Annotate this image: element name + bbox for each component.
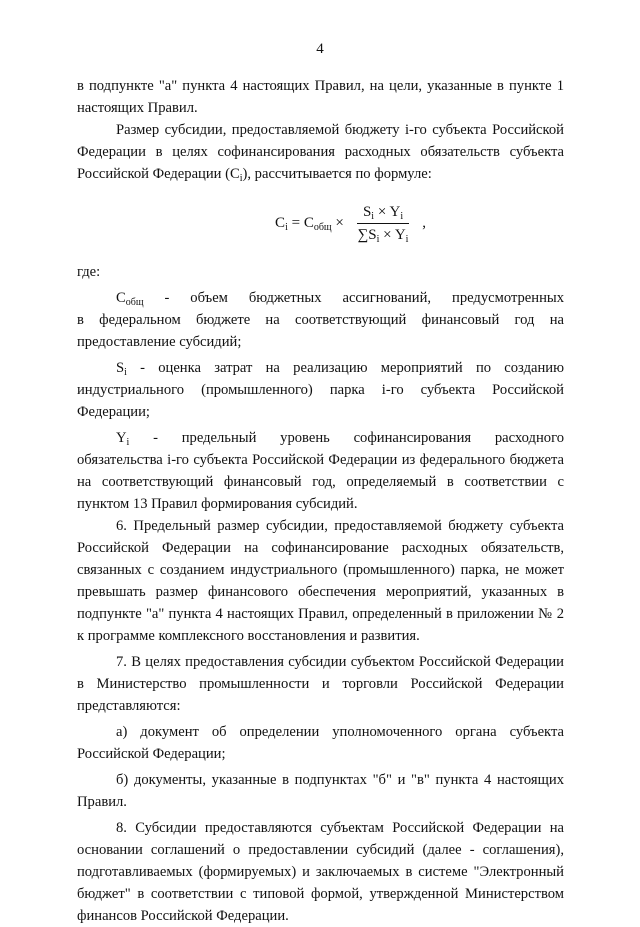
paragraph-6: 6. Предельный размер субсидии, предоставляемой бюджету субъекта Российской Федерации на софинансирование расходных обязательств, связанных с созданием индустриального (промышленного) парка, не может превышать размер финансового обеспечения мероприятий, указанных в подпункте "а" пункта 4 настоящих Правил, определенный в приложении № 2 к программе комплексного восстановления и развития.: [77, 518, 564, 644]
paragraph-7: 7. В целях предоставления субсидии субъектом Российской Федерации в Министерство промышленности и торговли Российской Федерации представляются:: [77, 654, 564, 714]
term-y-i: $Y_i$ - предельный уровень софинансирования расходного обязательства i-го субъекта Российской Федерации из федерального бюджета на соответствующий финансовый год, определяемый в соответствии с пунктом 13 Правил формирования субсидий.: [77, 430, 564, 512]
page-number: 4: [316, 41, 324, 57]
formula-coef: $C_{общ}$: [303, 215, 332, 233]
formula-lhs: $C_i$: [275, 215, 288, 233]
term-s-i: $S_i$ - оценка затрат на реализацию мероприятий по созданию индустриального (промышленного) парка i-го субъекта Российской Федерации;: [77, 360, 564, 420]
paragraph-8: 8. Субсидии предоставляются субъектам Российской Федерации на основании соглашений о предоставлении субсидий (далее - соглашения), подготавливаемых (формируемых) и заключаемых в системе "Электронный бюджет" в соответствии с типовой формой, утвержденной Министерством финансов Российской Федерации.: [77, 820, 564, 924]
paragraph-continuation: в подпункте "а" пункта 4 настоящих Правил, на цели, указанные в пункте 1 настоящих Правил.: [77, 78, 564, 116]
variable-ci: $C_i$: [230, 166, 243, 184]
paragraph-7b: б) документы, указанные в подпунктах "б" и "в" пункта 4 настоящих Правил.: [77, 772, 564, 810]
formula-fraction: [352, 203, 415, 244]
formula-denominator: $\sum S_i \times Y_i$: [357, 226, 409, 245]
formula: $C_i$ = $C_{общ}$ × $\frac{S_i \times Y_i}{\sum S_i \times Y_i}$ ,: [275, 203, 426, 245]
paragraph-7a: а) документ об определении уполномоченного органа субъекта Российской Федерации;: [77, 724, 564, 762]
document-body: [77, 75, 564, 927]
formula-numerator: $S_i \times Y_i$: [357, 203, 409, 224]
paragraph-subsidy-size: Размер субсидии, предоставляемой бюджету i-го субъекта Российской Федерации в целях софинансирования расходных обязательств субъекта Российской Федерации $(C_i)$, рассчитывается по формуле:: [77, 122, 564, 184]
where-label: где:: [77, 264, 101, 280]
term-c-total: $C_{общ}$ - объем бюджетных ассигнований, предусмотренных в федеральном бюджете на соответствующий финансовый год на предоставление субсидий;: [77, 290, 564, 350]
